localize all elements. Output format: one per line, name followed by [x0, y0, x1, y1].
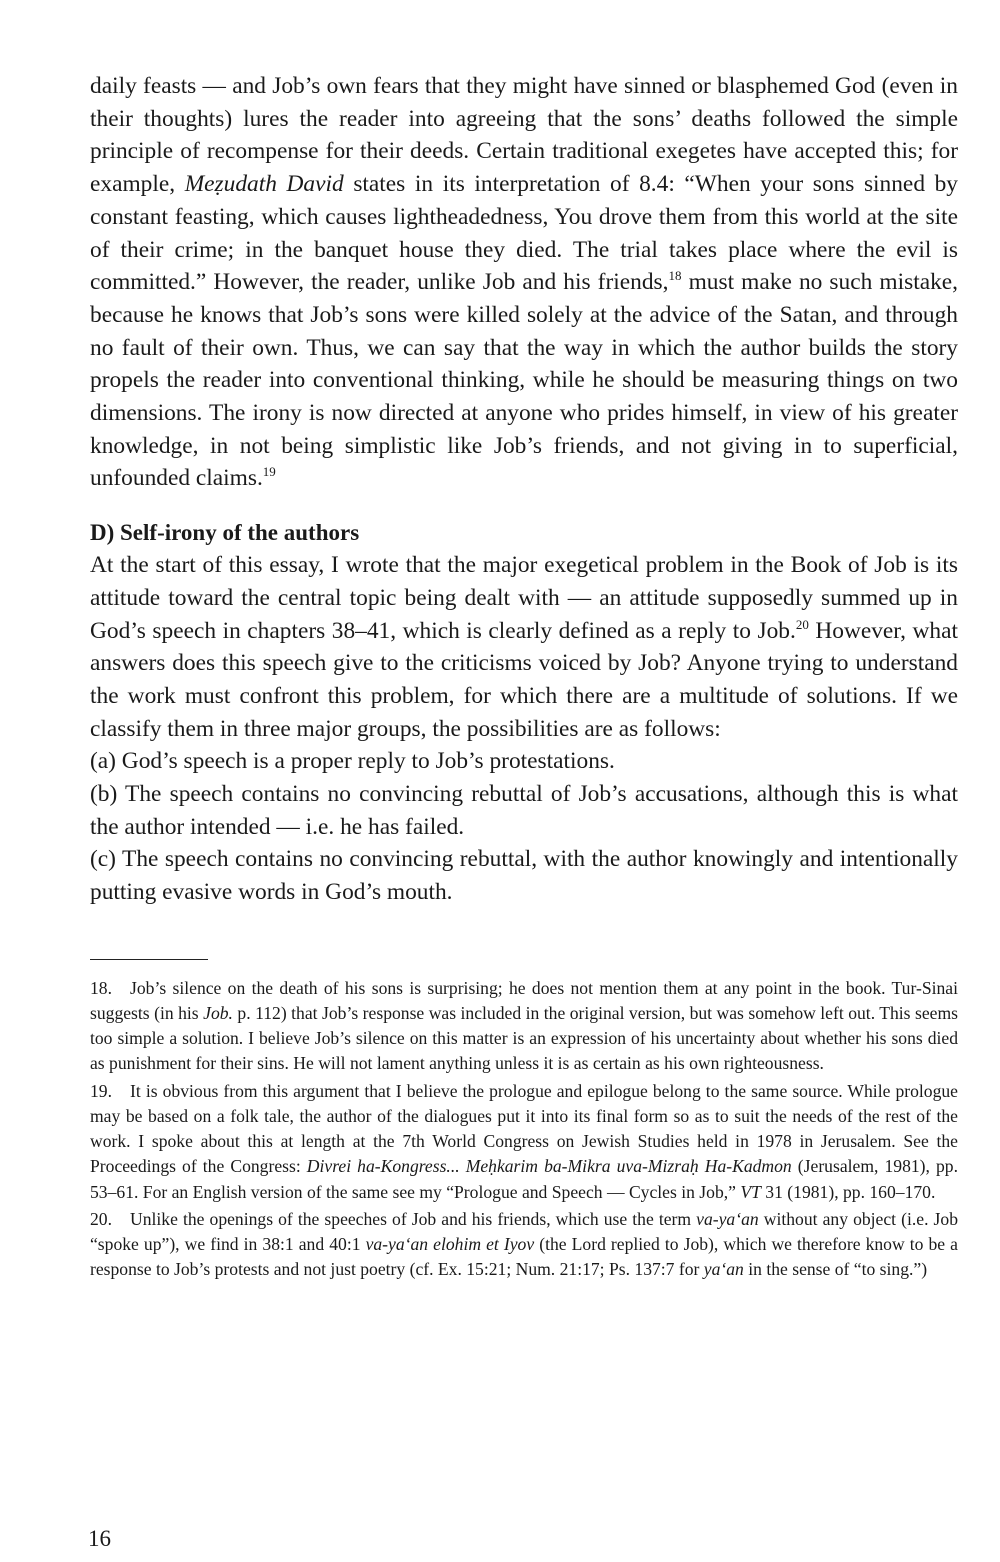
footnote-number: 18.	[90, 977, 112, 998]
footnotes	[90, 976, 958, 1282]
footnote-ref-20: 20	[795, 616, 809, 632]
work-title: Meẓudath David	[184, 171, 344, 198]
section-heading: D) Self-irony of the authors	[90, 520, 360, 546]
list-item-c: (c) The speech contains no convincing rebuttal, with the author knowingly and intentionally putting evasive words in God’s mouth.	[90, 846, 958, 906]
work-title: Job.	[203, 1003, 233, 1024]
footnote-19: 19. It is obvious from this argument that I believe the prologue and epilogue belong to the same source. While prologue may be based on a folk tale, the author of the dialogues put it into its final form so as to suit the needs of the rest of the work. I spoke about this at length at the 7th World Congress on Jewish Studies held in 1978 in Jerusalem. See the Proceedings of the Congress: Divrei ha-Kongress... Meḥkarim ba-Mikra uva-Mizraḥ Ha-Kadmon (Jerusalem, 1981), pp. 53–61. For an English version of the same see my “Prologue and Speech — Cycles in Job,” VT 31 (1981), pp. 160–170.	[90, 1080, 958, 1202]
work-title: Divrei ha-Kongress... Meḥkarim ba-Mikra uva-Mizraḥ Ha-Kadmon	[306, 1156, 792, 1177]
hebrew-term: ya‘an	[703, 1259, 744, 1280]
footnote-number: 19.	[90, 1080, 112, 1101]
footnote-ref-18: 18	[668, 268, 682, 284]
footnote-ref-19: 19	[262, 464, 276, 480]
footnote-divider	[90, 959, 208, 960]
footnote-18: 18. Job’s silence on the death of his sons is surprising; he does not mention them at any point in the book. Tur-Sinai suggests (in his Job. p. 112) that Job’s response was included in the original version, but was somehow left out. This seems too simple a solution. I believe Job’s silence on this matter is an expression of his uncertainty about whether his sons died as punishment for their sins. He will not lament anything unless it is as certain as his own righteousness.	[90, 977, 958, 1074]
body-paragraph-2: At the start of this essay, I wrote that the major exegetical problem in the Book of Job is its attitude toward the central topic being dealt with — an attitude supposedly summed up in God’s speech in chapters 38–41, which is clearly defined as a reply to Job.$^{20}$ However, what answers does this speech give to the criticisms voiced by Job? Anyone trying to understand the work must confront this problem, for which there are a multitude of solutions. If we classify them in three major groups, the possibilities are as follows:	[90, 552, 958, 742]
footnote-20: 20. Unlike the openings of the speeches of Job and his friends, which use the term va-ya‘an without any object (i.e. Job “spoke up”), we find in 38:1 and 40:1 va-ya‘an elohim et Iyov (the Lord replied to Job), which we therefore know to be a response to Job’s protests and not just poetry (cf. Ex. 15:21; Num. 21:17; Ps. 137:7 for ya‘an in the sense of “to sing.”)	[90, 1208, 958, 1280]
list-item-a: (a) God’s speech is a proper reply to Job’s protestations.	[90, 748, 615, 775]
body-paragraph-1: daily feasts — and Job’s own fears that they might have sinned or blasphemed God (even in their thoughts) lures the reader into agreeing that the sons’ deaths followed the simple principle of recompense for their deeds. Certain traditional exegetes have accepted this; for example, Meẓudath David states in its interpretation of 8.4: “When your sons sinned by constant feasting, which causes lightheadedness, You drove them from this world at the site of their crime; in the banquet house they died. The trial takes place where the evil is committed.” However, the reader, unlike Job and his friends,$^{18}$ must make no such mistake, because he knows that Job’s sons were killed solely at the advice of the Satan, and through no fault of their own. Thus, we can say that the way in which the author builds the story propels the reader into conventional thinking, while he should be measuring things on two dimensions. The irony is now directed at anyone who prides himself, in view of his greater knowledge, in not being simplistic like Job’s friends, and not giving in to superficial, unfounded claims.$^{19}$	[90, 73, 959, 492]
footnote-number: 20.	[90, 1208, 112, 1229]
possibilities-list	[90, 745, 958, 909]
page-number: 16	[88, 1526, 111, 1551]
hebrew-term: va-ya‘an elohim et Iyov	[365, 1233, 535, 1254]
main-text	[90, 70, 958, 909]
list-item-b: (b) The speech contains no convincing rebuttal of Job’s accusations, although this is what the author intended — i.e. he has failed.	[90, 781, 958, 840]
hebrew-term: va-ya‘an	[696, 1208, 759, 1229]
journal-title: VT	[740, 1181, 761, 1202]
page	[90, 70, 958, 1284]
